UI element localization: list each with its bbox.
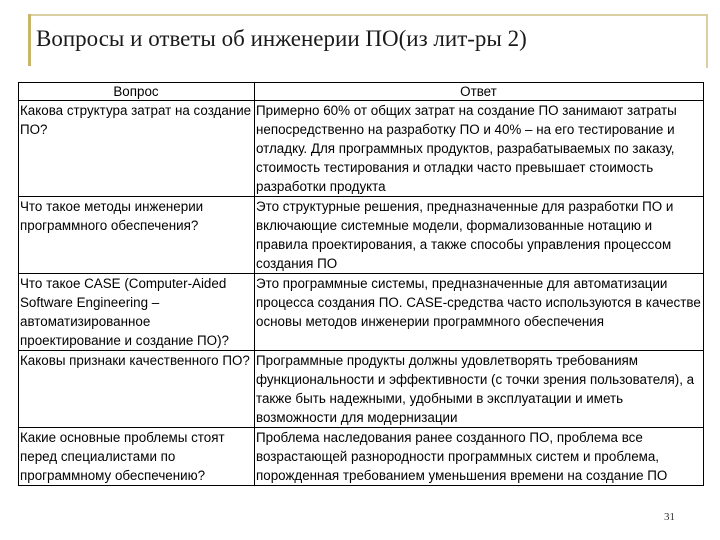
table-row [19, 428, 704, 486]
header-answer: Ответ [255, 83, 704, 101]
answer-cell: Это программные системы, предназначенные для автоматизации процесса создания ПО. CASE-средства часто используются в качестве основы методов инженерии программного обеспечения [255, 274, 704, 351]
answer-cell: Примерно 60% от общих затрат на создание ПО занимают затраты непосредственно на разработку ПО и 40% – на его тестирование и отладку. Для программных продуктов, разрабатываемых по заказу, стоимость тестирования и отладки часто превышает стоимость разработки продукта [255, 101, 704, 197]
question-cell: Что такое CASE (Computer-Aided Software Engineering – автоматизированное проектирование и создание ПО)? [19, 274, 255, 351]
table-row [19, 274, 704, 351]
table-row [19, 197, 704, 274]
answer-cell: Проблема наследования ранее созданного ПО, проблема все возрастающей разнородности программных систем и проблема, порожденная требованием уменьшения времени на создание ПО [255, 428, 704, 486]
question-cell: Каковы признаки качественного ПО? [19, 351, 255, 428]
slide-title: Вопросы и ответы об инженерии ПО(из лит-ры 2) [36, 26, 527, 51]
header-question: Вопрос [19, 83, 255, 101]
page-number: 31 [664, 511, 675, 523]
question-cell: Что такое методы инженерии программного обеспечения? [19, 197, 255, 274]
answer-cell: Это структурные решения, предназначенные для разработки ПО и включающие системные модели, формализованные нотацию и правила проектирования, а также способы управления процессом создания ПО [255, 197, 704, 274]
question-cell: Какие основные проблемы стоят перед специалистами по программному обеспечению? [19, 428, 255, 486]
answer-cell: Программные продукты должны удовлетворять требованиям функциональности и эффективности (с точки зрения пользователя), а также быть надежными, удобными в эксплуатации и иметь возможности для модернизации [255, 351, 704, 428]
question-cell: Какова структура затрат на создание ПО? [19, 101, 255, 197]
table-header-row [19, 83, 704, 101]
table-row [19, 351, 704, 428]
table-row [19, 101, 704, 197]
qa-table [18, 82, 704, 486]
title-accent-bar [28, 14, 31, 66]
